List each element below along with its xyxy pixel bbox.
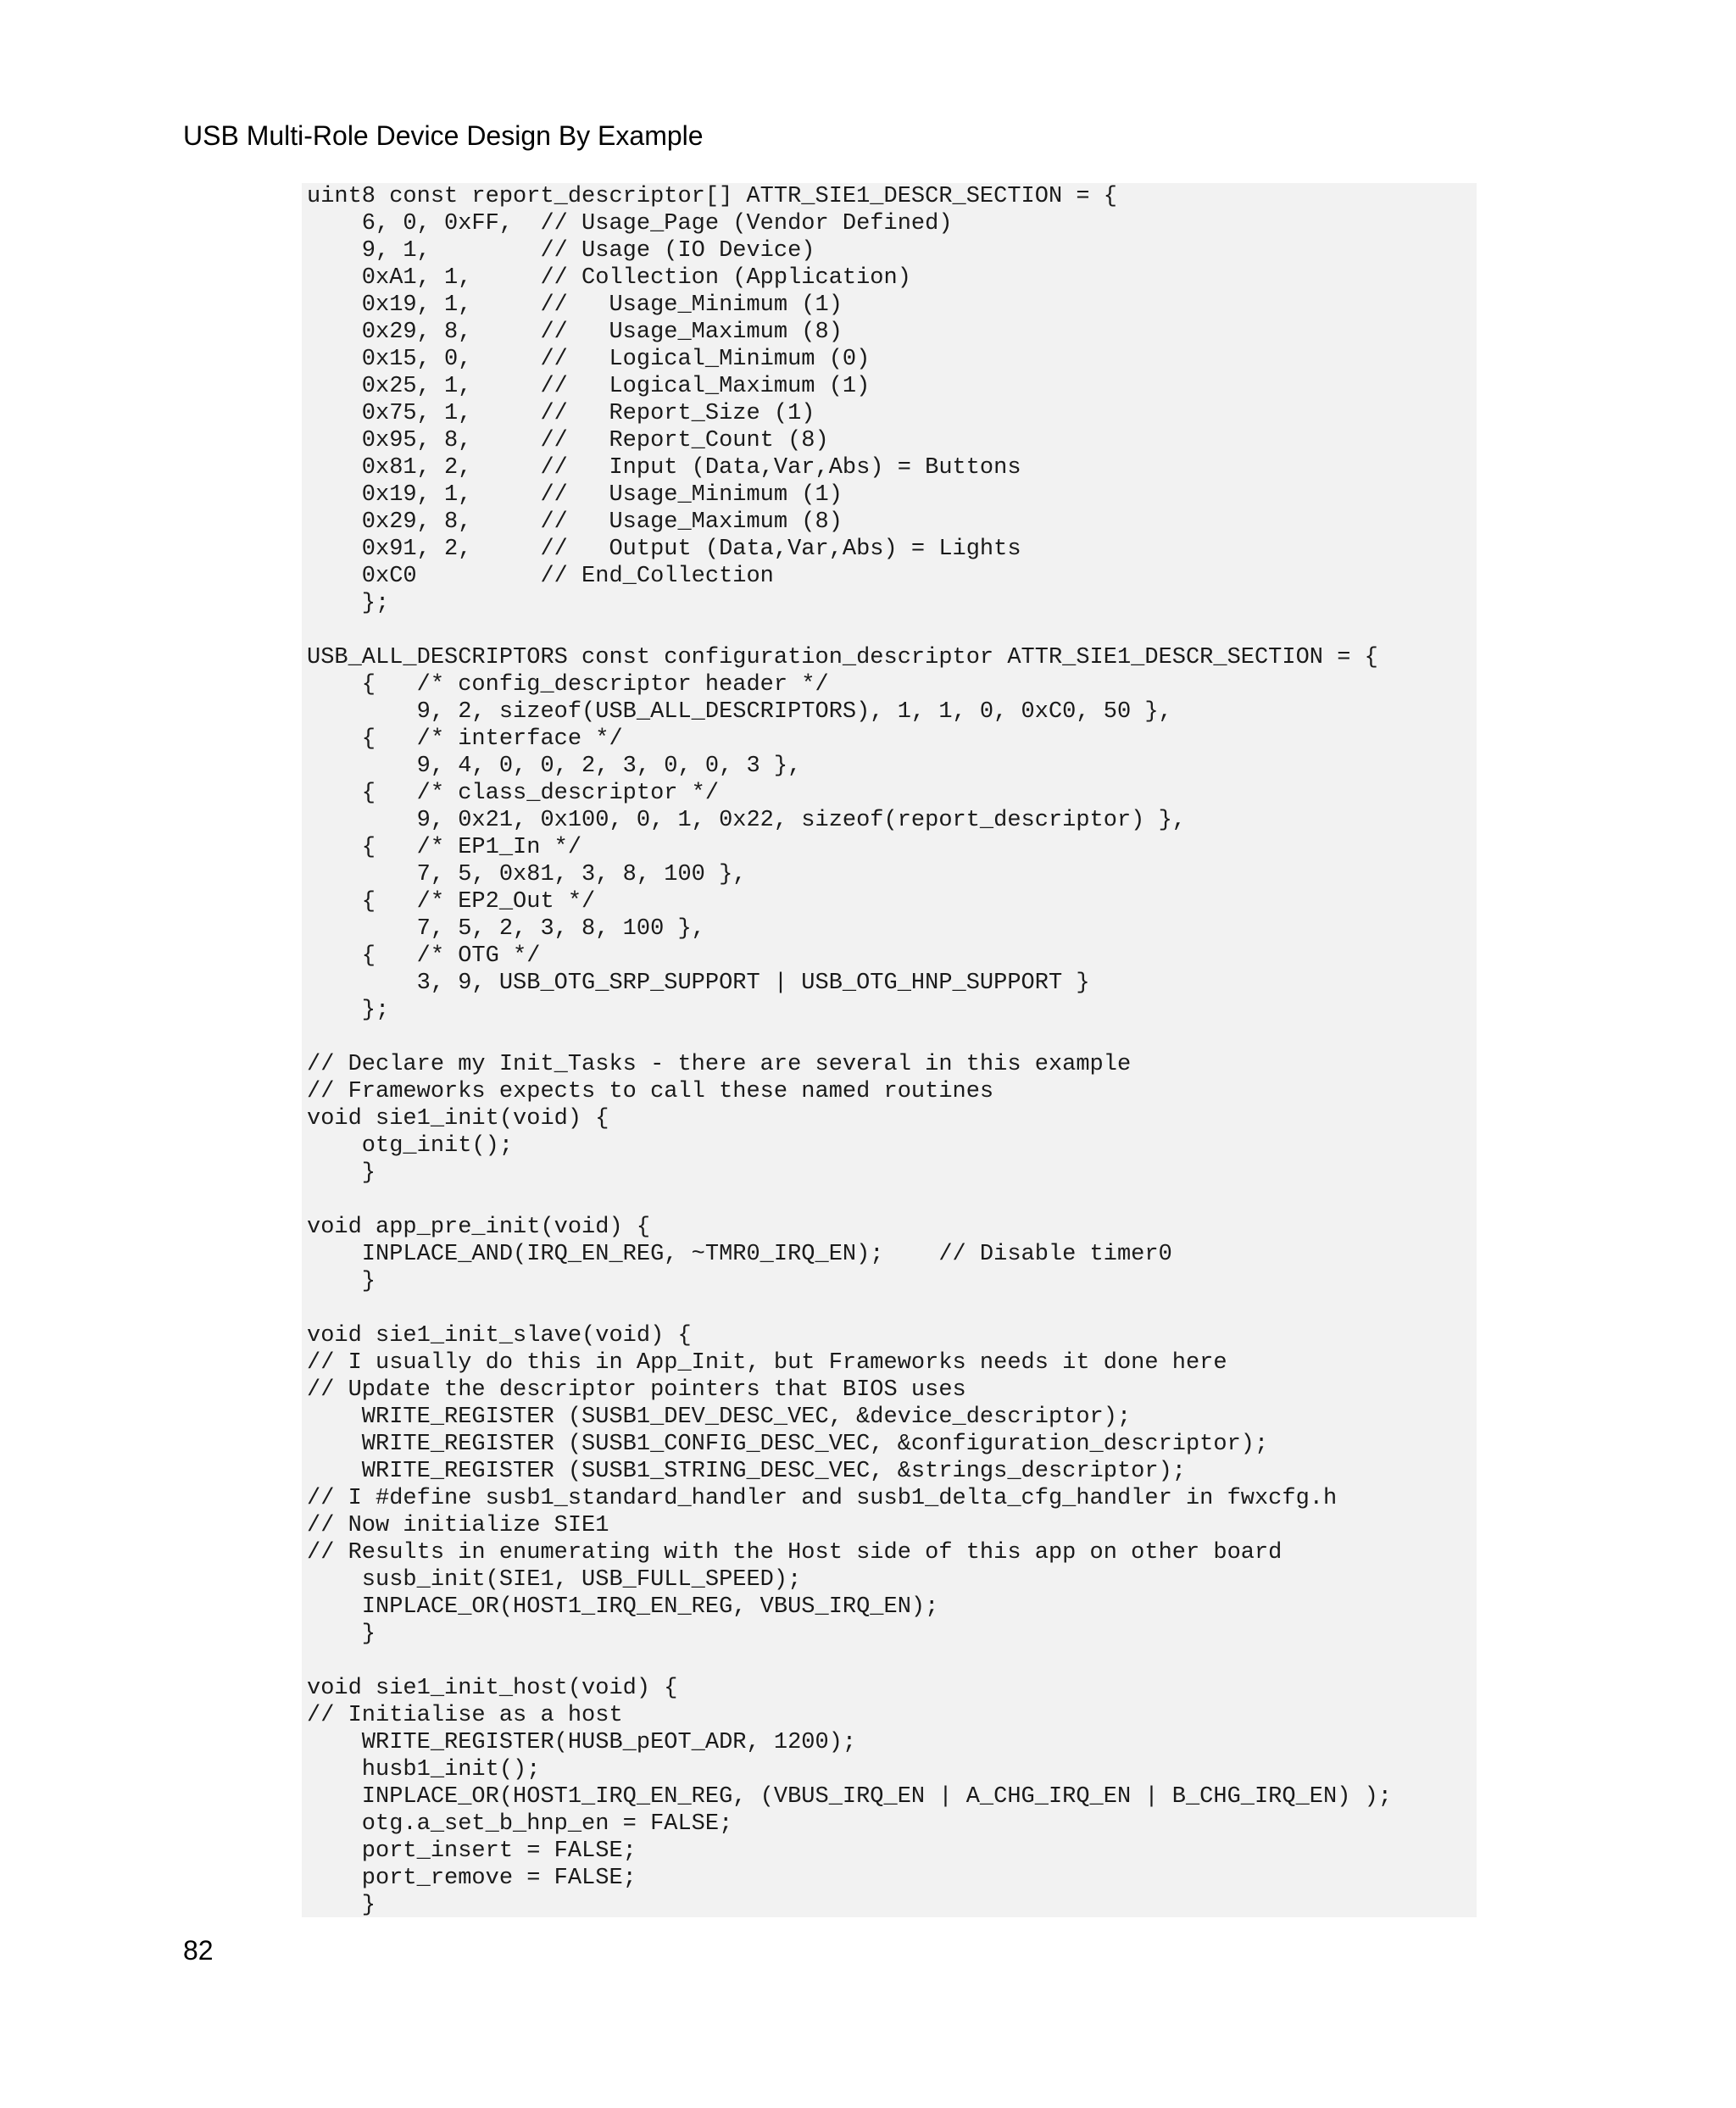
code-line: } bbox=[307, 1621, 376, 1647]
code-line: uint8 const report_descriptor[] ATTR_SIE1_DESCR_SECTION = { bbox=[307, 184, 1117, 209]
code-line: // Update the descriptor pointers that BIOS uses bbox=[307, 1377, 966, 1403]
code-line: 3, 9, USB_OTG_SRP_SUPPORT | USB_OTG_HNP_SUPPORT } bbox=[307, 971, 1090, 996]
code-line: 0xA1, 1, // Collection (Application) bbox=[307, 265, 911, 291]
code-lines bbox=[302, 183, 1477, 1919]
code-line: void sie1_init_slave(void) { bbox=[307, 1323, 692, 1349]
code-line: 7, 5, 0x81, 3, 8, 100 }, bbox=[307, 862, 747, 887]
running-header: USB Multi-Role Device Design By Example bbox=[183, 120, 704, 151]
code-line: { /* EP1_In */ bbox=[307, 835, 582, 860]
code-line: INPLACE_OR(HOST1_IRQ_EN_REG, (VBUS_IRQ_EN | A_CHG_IRQ_EN | B_CHG_IRQ_EN) ); bbox=[307, 1784, 1393, 1810]
code-line: susb_init(SIE1, USB_FULL_SPEED); bbox=[307, 1567, 802, 1593]
code-line: 6, 0, 0xFF, // Usage_Page (Vendor Defined) bbox=[307, 211, 953, 236]
code-line: // Initialise as a host bbox=[307, 1703, 623, 1728]
code-line: INPLACE_AND(IRQ_EN_REG, ~TMR0_IRQ_EN); // Disable timer0 bbox=[307, 1242, 1172, 1267]
code-line: }; bbox=[307, 998, 390, 1023]
code-line: }; bbox=[307, 591, 390, 616]
code-line: 9, 1, // Usage (IO Device) bbox=[307, 238, 815, 264]
code-line: 0x95, 8, // Report_Count (8) bbox=[307, 428, 829, 453]
code-line: } bbox=[307, 1893, 376, 1918]
code-line: 0x15, 0, // Logical_Minimum (0) bbox=[307, 347, 871, 372]
code-line: 0x91, 2, // Output (Data,Var,Abs) = Lights bbox=[307, 537, 1021, 562]
code-line: 9, 4, 0, 0, 2, 3, 0, 0, 3 }, bbox=[307, 754, 802, 779]
code-line: 0x75, 1, // Report_Size (1) bbox=[307, 401, 815, 426]
code-line: WRITE_REGISTER (SUSB1_DEV_DESC_VEC, &device_descriptor); bbox=[307, 1404, 1132, 1430]
code-line: // Results in enumerating with the Host side of this app on other board bbox=[307, 1540, 1283, 1566]
code-line: port_insert = FALSE; bbox=[307, 1838, 637, 1864]
code-line bbox=[302, 1187, 1477, 1214]
code-line: 0x29, 8, // Usage_Maximum (8) bbox=[307, 509, 843, 535]
code-line: 0x19, 1, // Usage_Minimum (1) bbox=[307, 292, 843, 318]
code-line: WRITE_REGISTER (SUSB1_STRING_DESC_VEC, &strings_descriptor); bbox=[307, 1459, 1186, 1484]
code-line: // I #define susb1_standard_handler and susb1_delta_cfg_handler in fwxcfg.h bbox=[307, 1486, 1338, 1511]
code-line: otg_init(); bbox=[307, 1133, 514, 1159]
code-line: { /* EP2_Out */ bbox=[307, 889, 596, 915]
code-line: { /* config_descriptor header */ bbox=[307, 672, 829, 698]
code-line: INPLACE_OR(HOST1_IRQ_EN_REG, VBUS_IRQ_EN); bbox=[307, 1594, 939, 1620]
code-line: // Now initialize SIE1 bbox=[307, 1513, 609, 1538]
code-line: 0x25, 1, // Logical_Maximum (1) bbox=[307, 374, 871, 399]
code-line: WRITE_REGISTER (SUSB1_CONFIG_DESC_VEC, &configuration_descriptor); bbox=[307, 1432, 1269, 1457]
code-line: { /* class_descriptor */ bbox=[307, 781, 720, 806]
code-line bbox=[302, 617, 1477, 644]
code-line bbox=[302, 1648, 1477, 1675]
code-line: 9, 0x21, 0x100, 0, 1, 0x22, sizeof(report_descriptor) }, bbox=[307, 808, 1186, 833]
code-line: void sie1_init_host(void) { bbox=[307, 1676, 678, 1701]
code-line bbox=[302, 1295, 1477, 1322]
code-line: USB_ALL_DESCRIPTORS const configuration_descriptor ATTR_SIE1_DESCR_SECTION = { bbox=[307, 645, 1378, 670]
code-line: 0x29, 8, // Usage_Maximum (8) bbox=[307, 320, 843, 345]
code-line: // Frameworks expects to call these named routines bbox=[307, 1079, 994, 1104]
code-listing bbox=[302, 183, 1477, 1917]
code-line: void sie1_init(void) { bbox=[307, 1106, 609, 1132]
code-line: // I usually do this in App_Init, but Frameworks needs it done here bbox=[307, 1350, 1227, 1376]
code-line: 7, 5, 2, 3, 8, 100 }, bbox=[307, 916, 705, 942]
code-line bbox=[302, 1024, 1477, 1051]
code-line: void app_pre_init(void) { bbox=[307, 1215, 651, 1240]
code-line: } bbox=[307, 1269, 376, 1294]
code-line: 0xC0 // End_Collection bbox=[307, 564, 774, 589]
code-line: // Declare my Init_Tasks - there are several in this example bbox=[307, 1052, 1132, 1077]
code-line: port_remove = FALSE; bbox=[307, 1866, 637, 1891]
code-line: 0x19, 1, // Usage_Minimum (1) bbox=[307, 482, 843, 508]
code-line: otg.a_set_b_hnp_en = FALSE; bbox=[307, 1811, 733, 1837]
code-line: } bbox=[307, 1160, 376, 1186]
code-line: 9, 2, sizeof(USB_ALL_DESCRIPTORS), 1, 1, 0, 0xC0, 50 }, bbox=[307, 699, 1172, 725]
code-line: husb1_init(); bbox=[307, 1757, 541, 1783]
page-number: 82 bbox=[183, 1935, 214, 1966]
code-line: WRITE_REGISTER(HUSB_pEOT_ADR, 1200); bbox=[307, 1730, 857, 1755]
code-line: { /* OTG */ bbox=[307, 943, 541, 969]
code-line: { /* interface */ bbox=[307, 726, 623, 752]
code-line: 0x81, 2, // Input (Data,Var,Abs) = Buttons bbox=[307, 455, 1021, 481]
